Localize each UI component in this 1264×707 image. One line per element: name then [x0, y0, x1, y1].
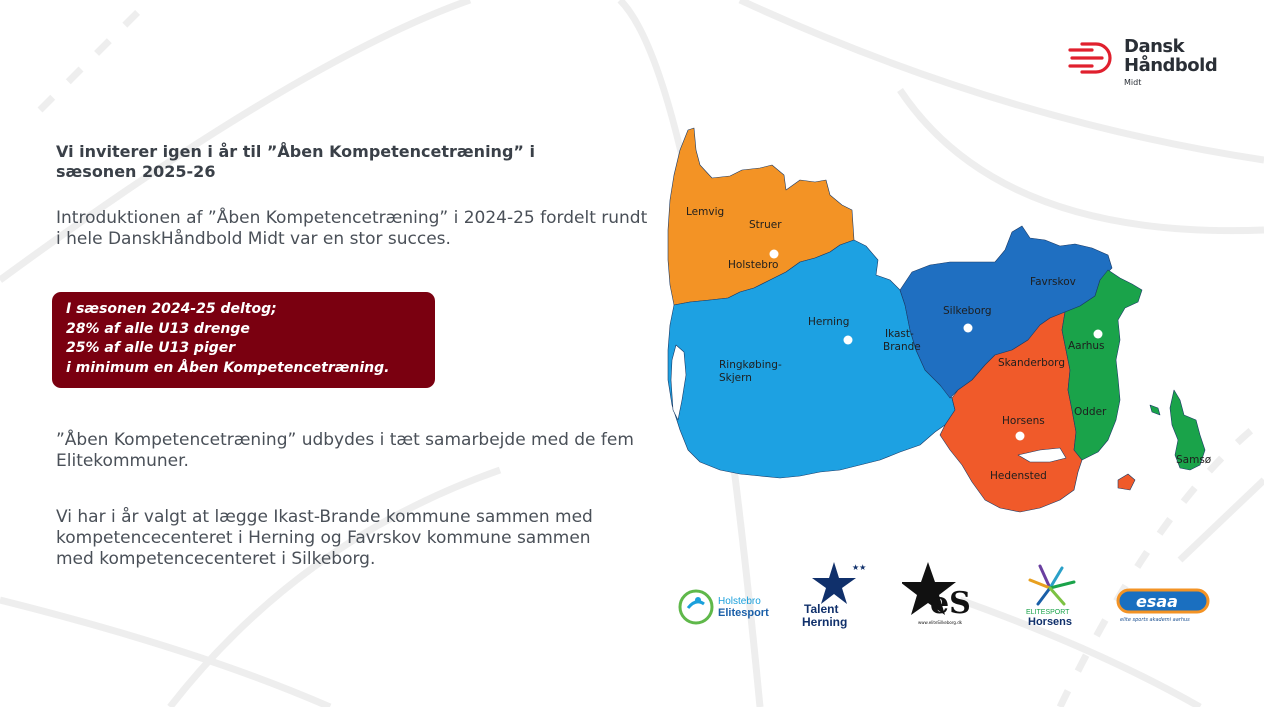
svg-text:elite sports akademi aarhus: elite sports akademi aarhus	[1120, 617, 1190, 623]
map-label-ringkobing: Ringkøbing-	[719, 359, 782, 371]
svg-text:Herning: Herning	[802, 615, 848, 629]
talent-herning-logo	[796, 558, 876, 630]
map-label-odder: Odder	[1074, 406, 1107, 418]
map-label-skanderborg: Skanderborg	[998, 357, 1065, 369]
map-label-samso: Samsø	[1176, 454, 1212, 466]
map-label-holstebro: Holstebro	[728, 259, 779, 271]
map-label-silkeborg: Silkeborg	[943, 305, 992, 317]
merger-paragraph: Vi har i år valgt at lægge Ikast-Brande kommune sammen med kompetencecenteret i Herning og Favrskov kommune sammen med kompetencecenteret i Silkeborg.	[56, 507, 593, 569]
map-label-struer: Struer	[749, 219, 782, 231]
svg-text:Elitesport: Elitesport	[718, 607, 769, 619]
city-marker-silkeborg	[964, 324, 973, 333]
svg-text:ELITESPORT: ELITESPORT	[1026, 609, 1070, 616]
map-label-horsens: Horsens	[1002, 415, 1045, 427]
svg-text:★★: ★★	[852, 563, 867, 572]
svg-text:Horsens: Horsens	[1028, 616, 1073, 628]
city-marker-horsens	[1016, 432, 1025, 441]
page-heading: Vi inviterer igen i år til ”Åben Kompetencetræning” i sæsonen 2025-26	[56, 142, 535, 181]
brand-line3: Midt	[1124, 78, 1142, 87]
cooperation-paragraph: ”Åben Kompetencetræning” udbydes i tæt samarbejde med de fem Elitekommuner.	[56, 430, 634, 471]
map-label-hedensted: Hedensted	[990, 470, 1047, 482]
svg-text:www.eliteSilkeborg.dk: www.eliteSilkeborg.dk	[918, 620, 963, 625]
esaa-logo	[1114, 558, 1214, 630]
city-marker-holstebro	[770, 250, 779, 259]
map-label-favrskov: Favrskov	[1030, 276, 1076, 288]
intro-paragraph: Introduktionen af ”Åben Kompetencetræning” i 2024-25 fordelt rundt i hele DanskHåndbold Midt var en stor succes.	[56, 208, 648, 249]
city-marker-herning	[844, 336, 853, 345]
elitesport-horsens-logo	[1010, 558, 1090, 630]
svg-text:Talent: Talent	[804, 602, 839, 616]
brand-line1: Dansk	[1124, 36, 1185, 57]
map-label-ringkobing: Skjern	[719, 372, 752, 384]
svg-text:esaa: esaa	[1136, 592, 1178, 611]
highlight-line: 28% af alle U13 drenge	[66, 320, 250, 337]
svg-text:Holstebro: Holstebro	[718, 596, 761, 607]
brand-line2: Håndbold	[1124, 55, 1218, 76]
map-label-aarhus: Aarhus	[1068, 340, 1105, 352]
participation-highlight-box	[52, 292, 435, 388]
city-marker-aarhus	[1094, 330, 1103, 339]
highlight-line: i minimum en Åben Kompetencetræning.	[66, 359, 390, 376]
region-map	[660, 120, 1220, 530]
highlight-line: 25% af alle U13 piger	[66, 340, 236, 356]
svg-text:eS: eS	[930, 586, 971, 621]
highlight-line: I sæsonen 2024-25 deltog;	[66, 301, 277, 317]
map-label-ikast: Ikast-	[885, 328, 914, 340]
map-label-herning: Herning	[808, 316, 850, 328]
holstebro-elitesport-logo	[676, 558, 776, 630]
elite-silkeborg-logo	[902, 558, 982, 630]
map-label-ikast: Brande	[883, 341, 921, 353]
map-label-lemvig: Lemvig	[686, 206, 725, 218]
